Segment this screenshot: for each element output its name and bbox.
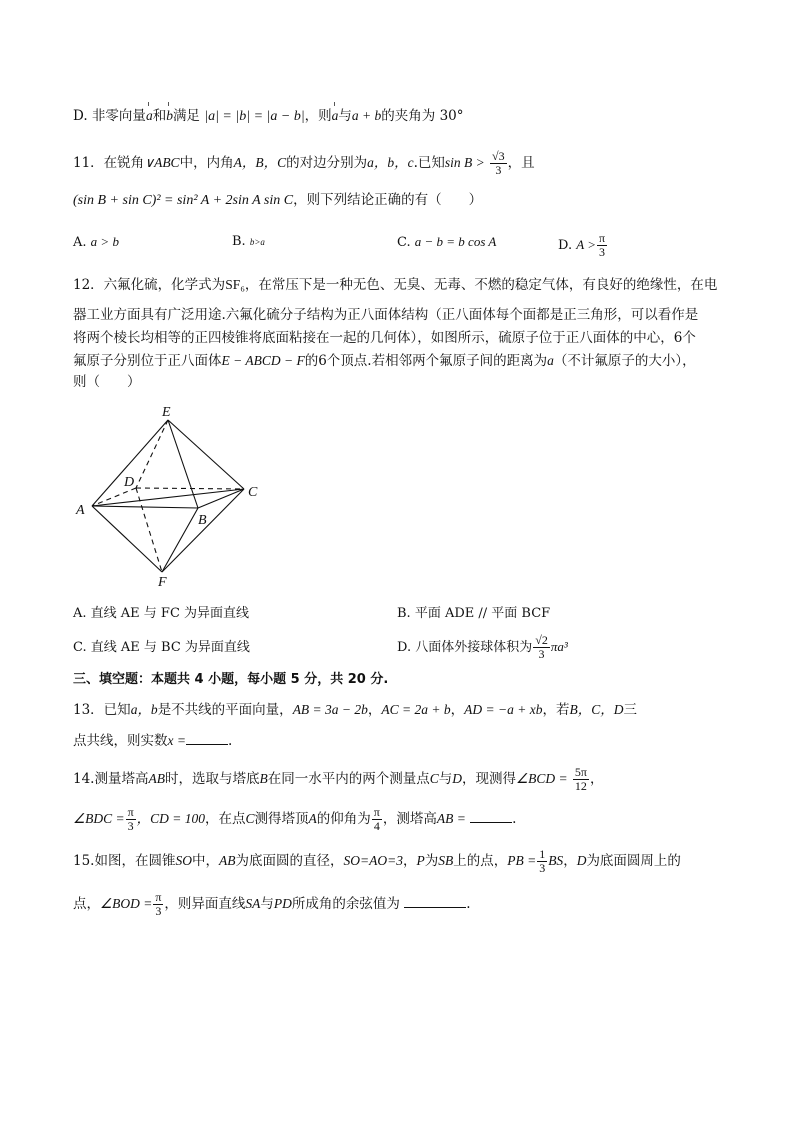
label-d: D	[124, 475, 135, 490]
label-c: C	[248, 485, 258, 500]
edge-bf	[162, 508, 198, 572]
q10-condition-equation: |a| = |b| = |a − b|	[204, 109, 305, 124]
edge-ae	[92, 420, 168, 506]
edge-cf	[162, 489, 244, 572]
q10-option-d: D. 非零向量a和b满足 |a| = |b| = |a − b|，则a与a + b的夹角为 30°	[73, 108, 464, 124]
q15-line1: 15.如图，在圆锥SO中，AB为底面圆的直径，SO=AO=3，P为SB上的点，PB = $\frac{1}{3}$ BS，D为底面圆周上的	[73, 847, 681, 875]
q12-line3: 将两个棱长均相等的正四棱锥将底面粘接在一起的几何体），如图所示，硫原子位于正八面体的中心，6个	[73, 330, 696, 346]
octahedron-figure	[70, 400, 270, 590]
edge-ed	[136, 420, 168, 488]
q11-sqrt3-over-3: $\frac{√3}{3}$	[492, 149, 505, 177]
q14-line1: 14.测量塔高AB时，选取与塔底B在同一水平内的两个测量点C与D，现测得∠BCD = $\frac{5\pi}{12}$ ，	[73, 765, 604, 793]
q11-line2: (sin B + sin C)² = sin² A + 2sin A sin C，则下列结论正确的有（ ）	[73, 192, 483, 208]
q15-line2: 点，∠BOD = $\frac{\pi}{3}$ ，则异面直线SA与PD所成角的余弦值为 .	[73, 890, 471, 918]
edge-ab	[92, 506, 198, 508]
q15-answer-blank[interactable]	[404, 895, 466, 908]
q11-option-b: B. b>a	[232, 234, 265, 249]
label-b: B	[198, 513, 207, 528]
q12-line5: 则（ ）	[73, 374, 141, 390]
section-3-heading: 三、填空题：本题共 4 小题，每小题 5 分，共 20 分.	[73, 672, 389, 687]
q11-option-a: A. a > b	[73, 234, 119, 250]
q12-option-a: A. 直线 AE 与 FC 为异面直线	[73, 606, 250, 621]
q12-option-b: B. 平面 ADE // 平面 BCF	[397, 606, 551, 621]
q13-answer-blank[interactable]	[186, 732, 228, 745]
q14-answer-blank[interactable]	[470, 810, 512, 823]
label-f: F	[158, 575, 167, 590]
q12-line4: 氟原子分别位于正八面体E − ABCD − F的6个顶点.若相邻两个氟原子间的距离为a（不计氟原子的大小），	[73, 353, 696, 369]
edge-dc	[136, 488, 244, 489]
q14-line2: ∠BDC = $\frac{\pi}{3}$ ，CD = 100，在点C测得塔顶A的仰角为 $\frac{\pi}{4}$ ，测塔高AB = .	[73, 805, 517, 833]
q12-option-c: C. 直线 AE 与 BC 为异面直线	[73, 640, 250, 655]
edge-af	[92, 506, 162, 572]
q11-option-d: D. A > $\frac{\pi}{3}$	[558, 231, 606, 259]
q12-line1: 12．六氟化硫，化学式为SF₆，在常压下是一种无色、无臭、无毒、不燃的稳定气体，有良好的绝缘性，在电	[73, 277, 718, 293]
edge-ac	[92, 489, 244, 506]
q11-option-c: C. a − b = b cos A	[397, 234, 497, 250]
q12-line2: 器工业方面具有广泛用途.六氟化硫分子结构为正八面体结构（正八面体每个面都是正三角形，可以看作是	[73, 307, 699, 323]
q13-line1: 13．已知a，b是不共线的平面向量，AB = 3a − 2b，AC = 2a + b，AD = −a + xb，若B，C，D三	[73, 702, 637, 718]
label-a: A	[76, 503, 85, 518]
q11-line1: 11．在锐角∨ABC中，内角A，B，C的对边分别为a，b，c.已知sin B > $\frac{√3}{3}$ ，且	[73, 149, 535, 177]
q12-option-d: D. 八面体外接球体积为 $\frac{√2}{3}$ πa³	[397, 633, 568, 661]
label-e: E	[162, 405, 171, 420]
q13-line2: 点共线，则实数x = .	[73, 733, 233, 749]
